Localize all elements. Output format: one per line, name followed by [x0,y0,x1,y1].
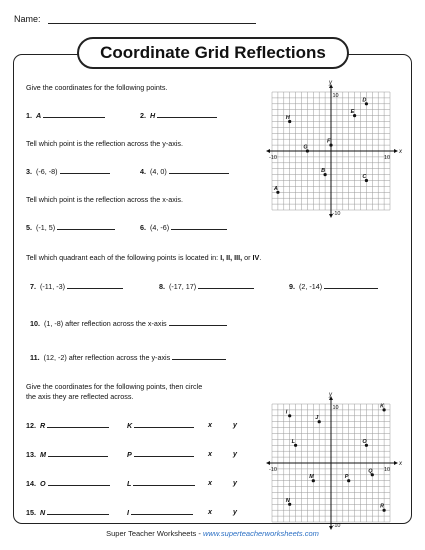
name-input-line[interactable] [48,23,256,24]
coordinate-grid-2 [264,390,406,532]
question-15-right: I [127,507,193,517]
question-13: 13. M [26,449,108,459]
section2-instruction: Tell which point is the reflection across the y-axis. [26,139,183,148]
question-3: 3. (-6, -8) [26,166,110,176]
point-label-o: O [362,438,367,445]
answer-14-left-blank[interactable] [48,478,110,486]
answer-9-blank[interactable] [324,281,378,289]
point-label-a: A [273,185,278,192]
footer-link[interactable]: www.superteacherworksheets.com [202,529,319,538]
point-label-p: P [344,474,349,481]
axis-choice-x-12[interactable]: x [208,420,212,429]
axis-choice-x-15[interactable]: x [208,507,212,516]
y-min-label: -10 [332,211,341,217]
point-label-r: R [380,503,385,510]
question-6: 6. (4, -6) [140,222,227,232]
point-label-n: N [285,497,290,504]
x-max-label: 10 [384,155,391,161]
answer-7-blank[interactable] [67,281,123,289]
answer-11-blank[interactable] [172,352,226,360]
point-label-q: Q [368,468,373,475]
question-14-right: L [127,478,195,488]
section5-instruction-line1: Give the coordinates for the following points, then circle [26,382,203,391]
axis-choice-y-14[interactable]: y [233,478,237,487]
answer-10-blank[interactable] [169,318,227,326]
answer-6-blank[interactable] [171,222,227,230]
point-label-g: G [303,144,308,151]
x-max-label: 10 [384,467,391,473]
footer: Super Teacher Worksheets - www.superteacherworksheets.com [106,529,319,538]
x-axis-label: x [399,461,402,467]
point-label-j: J [315,415,319,422]
question-4: 4. (4, 0) [140,166,229,176]
point-label-c: C [362,174,367,180]
point-label-e: E [350,109,355,116]
question-1: 1. A [26,110,105,120]
page-title: Coordinate Grid Reflections [77,37,349,69]
answer-5-blank[interactable] [57,222,115,230]
question-10: 10. (1, -8) after reflection across the x-axis [30,318,227,328]
x-axis-arrow-right [394,149,398,153]
point-label-b: B [321,168,326,175]
question-2: 2. H [140,110,217,120]
question-5: 5. (-1, 5) [26,222,115,232]
point-label-h: H [285,115,290,121]
question-11: 11. (12, -2) after reflection across the y-axis [30,352,226,362]
section1-instruction: Give the coordinates for the following points. [26,83,168,92]
y-axis-label: y [329,392,332,398]
answer-2-blank[interactable] [157,110,217,118]
coordinate-grid-1 [264,78,406,220]
answer-8-blank[interactable] [198,281,254,289]
answer-14-right-blank[interactable] [133,478,195,486]
x-min-label: -10 [269,467,277,473]
question-15: 15. N [26,507,109,517]
point-label-d: D [362,97,367,104]
x-axis-label: x [399,149,402,155]
question-7: 7. (-11, -3) [30,281,123,291]
axis-choice-x-14[interactable]: x [208,478,212,487]
section4-instruction: Tell which quadrant each of the following points is located in: I, II, III, or IV. [26,253,262,262]
point-label-i: I [285,409,288,416]
point-label-m: M [309,474,314,481]
answer-12-right-blank[interactable] [134,420,194,428]
point-label-k: K [380,403,385,410]
y-max-label: 10 [332,405,339,411]
name-label: Name: [14,14,41,24]
question-12-right: K [127,420,194,430]
question-8: 8. (-17, 17) [159,281,254,291]
y-axis-label: y [329,80,332,86]
question-14: 14. O [26,478,110,488]
point-label-f: F [327,138,331,145]
question-9: 9. (2, -14) [289,281,378,291]
axis-choice-y-13[interactable]: y [233,449,237,458]
axis-choice-x-13[interactable]: x [208,449,212,458]
answer-1-blank[interactable] [43,110,105,118]
axis-choice-y-12[interactable]: y [233,420,237,429]
section5-instruction-line2: the axis they are reflected across. [26,392,134,401]
y-min-label: -10 [332,523,341,529]
answer-3-blank[interactable] [60,166,110,174]
x-axis-arrow-left [266,149,270,153]
answer-13-left-blank[interactable] [48,449,108,457]
answer-13-right-blank[interactable] [134,449,194,457]
question-12: 12. R [26,420,109,430]
x-axis-arrow-right [394,461,398,465]
axis-choice-y-15[interactable]: y [233,507,237,516]
x-axis-arrow-left [266,461,270,465]
section3-instruction: Tell which point is the reflection across the x-axis. [26,195,183,204]
question-13-right: P [127,449,194,459]
x-min-label: -10 [269,155,277,161]
answer-15-right-blank[interactable] [131,507,193,515]
answer-4-blank[interactable] [169,166,229,174]
answer-15-left-blank[interactable] [47,507,109,515]
y-max-label: 10 [332,93,339,99]
point-label-l: L [291,438,295,445]
point-i [288,414,291,417]
answer-12-left-blank[interactable] [47,420,109,428]
